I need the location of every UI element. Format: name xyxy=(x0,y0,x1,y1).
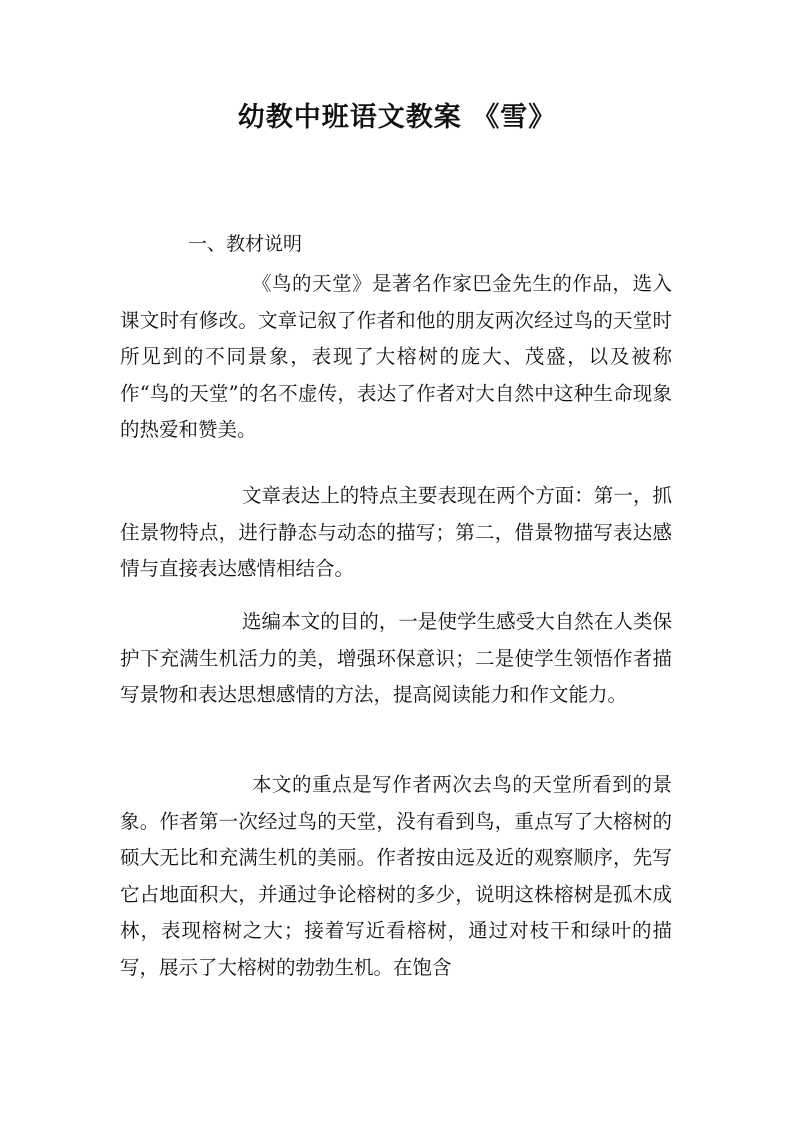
page-title: 幼教中班语文教案 《雪》 xyxy=(237,102,557,133)
paragraph: 本文的重点是写作者两次去鸟的天堂所看到的景象。作者第一次经过鸟的天堂，没有看到鸟，重点写了大榕树的硕大无比和充满生机的美丽。作者按由远及近的观察顺序，先写它占地面积大，并通过争论榕树的多少，说明这株榕树是孤木成林，表现榕树之大；接着写近看榕树，通过对枝干和绿叶的描写，展示了大榕树的勃勃生机。在饱含 xyxy=(120,773,672,979)
paragraph: 《鸟的天堂》是著名作家巴金先生的作品，选入课文时有修改。文章记叙了作者和他的朋友两次经过鸟的天堂时所见到的不同景象，表现了大榕树的庞大、茂盛，以及被称作“鸟的天堂”的名不虚传，表达了作者对大自然中这种生命现象的热爱和赞美。 xyxy=(120,272,672,441)
paragraph: 选编本文的目的，一是使学生感受大自然在人类保护下充满生机活力的美，增强环保意识；二是使学生领悟作者描写景物和表达思想感情的方法，提高阅读能力和作文能力。 xyxy=(120,610,672,706)
paragraph: 文章表达上的特点主要表现在两个方面：第一，抓住景物特点，进行静态与动态的描写；第二，借景物描写表达感情与直接表达感情相结合。 xyxy=(120,484,672,580)
section-heading: 一、教材说明 xyxy=(188,233,303,255)
